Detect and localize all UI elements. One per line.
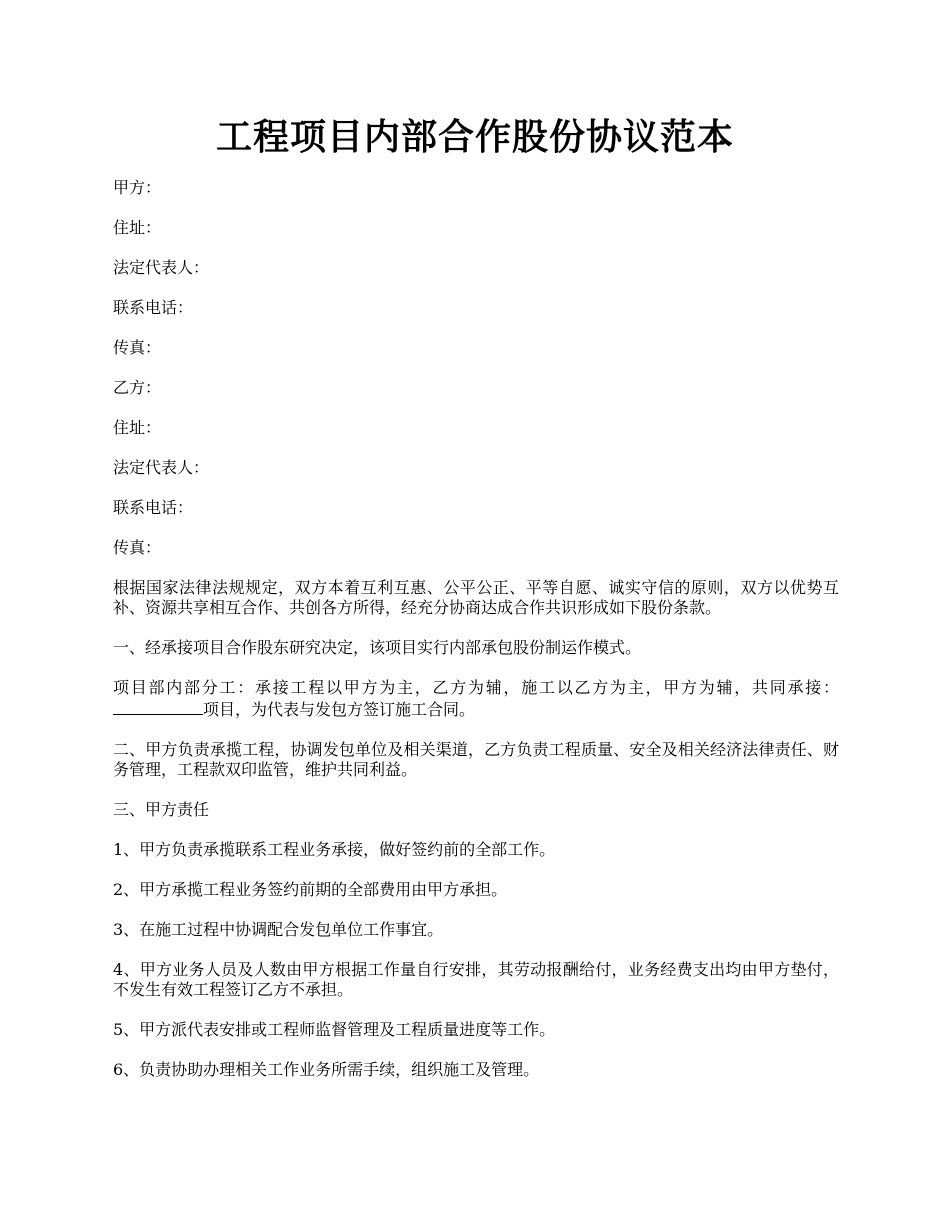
clause-1: 一、经承接项目合作股东研究决定，该项目实行内部承包股份制运作模式。 [113,638,642,657]
party-b-fax: 传真： [113,538,162,557]
clause-3-heading: 三、甲方责任 [113,800,210,819]
party-a-fax: 传真： [113,338,162,357]
party-a-label: 甲方： [113,178,162,197]
party-a-legal-rep: 法定代表人： [113,258,210,277]
responsibility-item: 4、甲方业务人员及人数由甲方根据工作量自行安排，其劳动报酬给付，业务经费支出均由甲方垫付，不发生有效工程签订乙方不承担。 [113,960,839,999]
party-b-phone: 联系电话： [113,498,194,517]
division-paragraph [113,678,839,720]
responsibility-item: 6、负责协助办理相关工作业务所需手续，组织施工及管理。 [113,1060,540,1079]
division-prefix: 项目部内部分工：承接工程以甲方为主，乙方为辅，施工以乙方为主，甲方为辅，共同承接： [113,678,839,697]
preamble-paragraph: 根据国家法律法规规定，双方本着互利互惠、公平公正、平等自愿、诚实守信的原则，双方以优势互补、资源共享相互合作、共创各方所得，经充分协商达成合作共识形成如下股份条款。 [113,578,839,617]
clause-2: 二、甲方负责承揽工程，协调发包单位及相关渠道，乙方负责工程质量、安全及相关经济法律责任、财务管理，工程款双印监管，维护共同利益。 [113,740,839,779]
responsibility-item: 2、甲方承揽工程业务签约前期的全部费用由甲方承担。 [113,880,508,899]
party-b-address: 住址： [113,418,162,437]
project-name-blank [113,698,203,715]
party-a-address: 住址： [113,218,162,237]
responsibility-item: 1、甲方负责承揽联系工程业务承接，做好签约前的全部工作。 [113,840,556,859]
responsibility-item: 5、甲方派代表安排或工程师监督管理及工程质量进度等工作。 [113,1020,556,1039]
party-b-legal-rep: 法定代表人： [113,458,210,477]
document-title: 工程项目内部合作股份协议范本 [215,116,734,158]
party-b-label: 乙方： [113,378,162,397]
responsibility-item: 3、在施工过程中协调配合发包单位工作事宜。 [113,920,444,939]
division-suffix: 项目，为代表与发包方签订施工合同。 [203,700,476,719]
document-body [113,178,839,1100]
party-a-phone: 联系电话： [113,298,194,317]
